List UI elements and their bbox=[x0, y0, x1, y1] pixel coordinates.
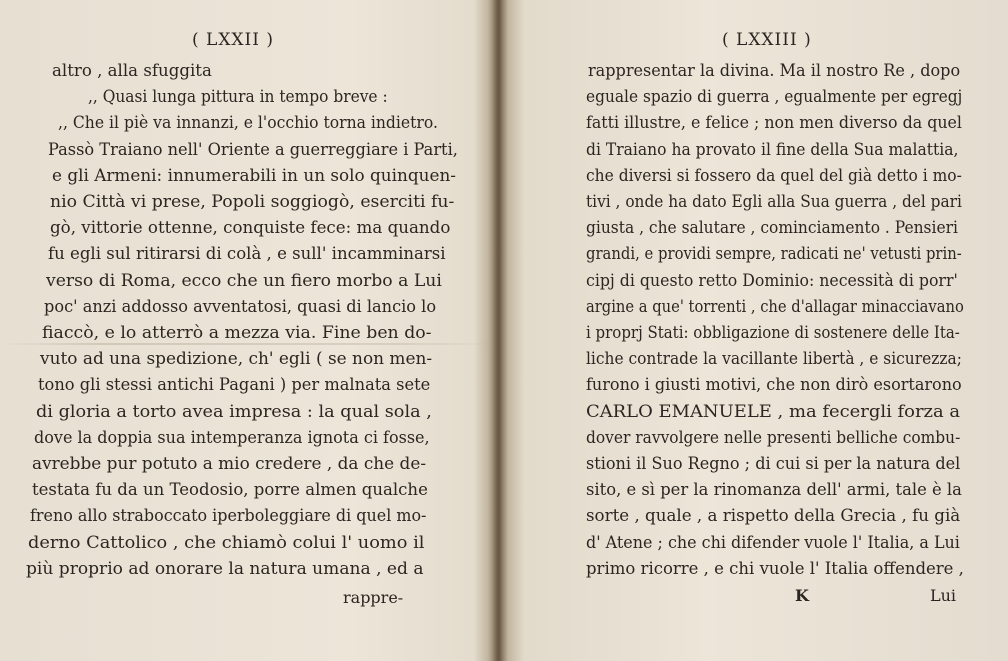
right-line: eguale spazio di guerra , egualmente per egregj bbox=[586, 87, 963, 107]
right-page bbox=[500, 0, 1008, 661]
left-line: nio Città vi prese, Popoli soggiogò, eserciti fu- bbox=[50, 192, 455, 211]
left-line: dove la doppia sua intemperanza ignota ci fosse, bbox=[34, 427, 430, 447]
left-line: vuto ad una spedizione, ch' egli ( se non men- bbox=[40, 349, 433, 369]
right-line: cipj di questo retto Dominio: necessità di porr' bbox=[586, 270, 958, 290]
right-page-number: ( LXXIII ) bbox=[722, 30, 812, 50]
left-line: fu egli sul ritirarsi di colà , e sull' incamminarsi bbox=[48, 244, 446, 264]
right-line: fatti illustre, e felice ; non men diverso da quel bbox=[586, 113, 962, 133]
left-line: ,, Che il piè va innanzi, e l'occhio torna indietro. bbox=[58, 113, 438, 133]
left-line: più proprio ad onorare la natura umana , ed a bbox=[26, 558, 424, 578]
right-line: tivi , onde ha dato Egli alla Sua guerra , del pari bbox=[586, 192, 962, 211]
right-line: stioni il Suo Regno ; di cui si per la natura del bbox=[586, 454, 961, 473]
left-line: di gloria a torto avea impresa : la qual sola , bbox=[36, 401, 432, 421]
right-line: sorte , quale , a rispetto della Grecia , fu già bbox=[586, 506, 961, 526]
signature-mark: K bbox=[795, 586, 809, 605]
left-line: gò, vittorie ottenne, conquiste fece: ma quando bbox=[50, 218, 451, 238]
right-line: liche contrade la vacillante libertà , e sicurezza; bbox=[586, 349, 962, 369]
left-line: Passò Traiano nell' Oriente a guerreggiare i Parti, bbox=[48, 139, 458, 159]
right-line: argine a que' torrenti , che d'allagar minacciavano bbox=[586, 296, 964, 316]
left-page-number: ( LXXII ) bbox=[192, 30, 274, 50]
right-line: furono i giusti motivi, che non dirò esortarono bbox=[586, 375, 962, 395]
left-line: e gli Armeni: innumerabili in un solo quinquen- bbox=[52, 165, 456, 185]
left-line: altro , alla sfuggita bbox=[52, 61, 212, 80]
right-line: grandi, e providi sempre, radicati ne' vetusti prin- bbox=[586, 244, 962, 264]
right-line: giusta , che salutare , cominciamento . Pensieri bbox=[586, 218, 958, 238]
left-page bbox=[0, 0, 494, 661]
right-line: primo ricorre , e chi vuole l' Italia offendere , bbox=[586, 558, 964, 578]
right-line: CARLO EMANUELE , ma fecergli forza a bbox=[586, 401, 961, 421]
left-line: derno Cattolico , che chiamò colui l' uomo il bbox=[28, 532, 425, 552]
left-line: poc' anzi addosso avventatosi, quasi di lancio lo bbox=[44, 296, 437, 316]
left-line: tono gli stessi antichi Pagani ) per malnata sete bbox=[38, 375, 431, 395]
left-line: ,, Quasi lunga pittura in tempo breve : bbox=[88, 87, 388, 107]
left-line: fiaccò, e lo atterrò a mezza via. Fine ben do- bbox=[42, 323, 432, 342]
left-line: verso di Roma, ecco che un fiero morbo a Lui bbox=[46, 270, 442, 290]
right-line: di Traiano ha provato il fine della Sua malattia, bbox=[586, 139, 959, 159]
right-line: d' Atene ; che chi difender vuole l' Italia, a Lui bbox=[586, 532, 960, 552]
left-line: freno allo straboccato iperboleggiare di quel mo- bbox=[30, 506, 427, 526]
right-line: sito, e sì per la rinomanza dell' armi, tale è la bbox=[586, 480, 962, 500]
left-line: testata fu da un Teodosio, porre almen qualche bbox=[32, 480, 428, 500]
right-line: dover ravvolgere nelle presenti belliche combu- bbox=[586, 427, 961, 447]
left-catchword: rappre- bbox=[343, 588, 404, 607]
left-line: avrebbe pur potuto a mio credere , da che de- bbox=[32, 454, 427, 473]
right-line: rappresentar la divina. Ma il nostro Re , dopo bbox=[588, 61, 961, 80]
right-catchword: Lui bbox=[930, 586, 957, 605]
right-line: che diversi si fossero da quel del già detto i mo- bbox=[586, 165, 962, 185]
right-line: i proprj Stati: obbligazione di sostenere delle Ita- bbox=[586, 323, 960, 342]
